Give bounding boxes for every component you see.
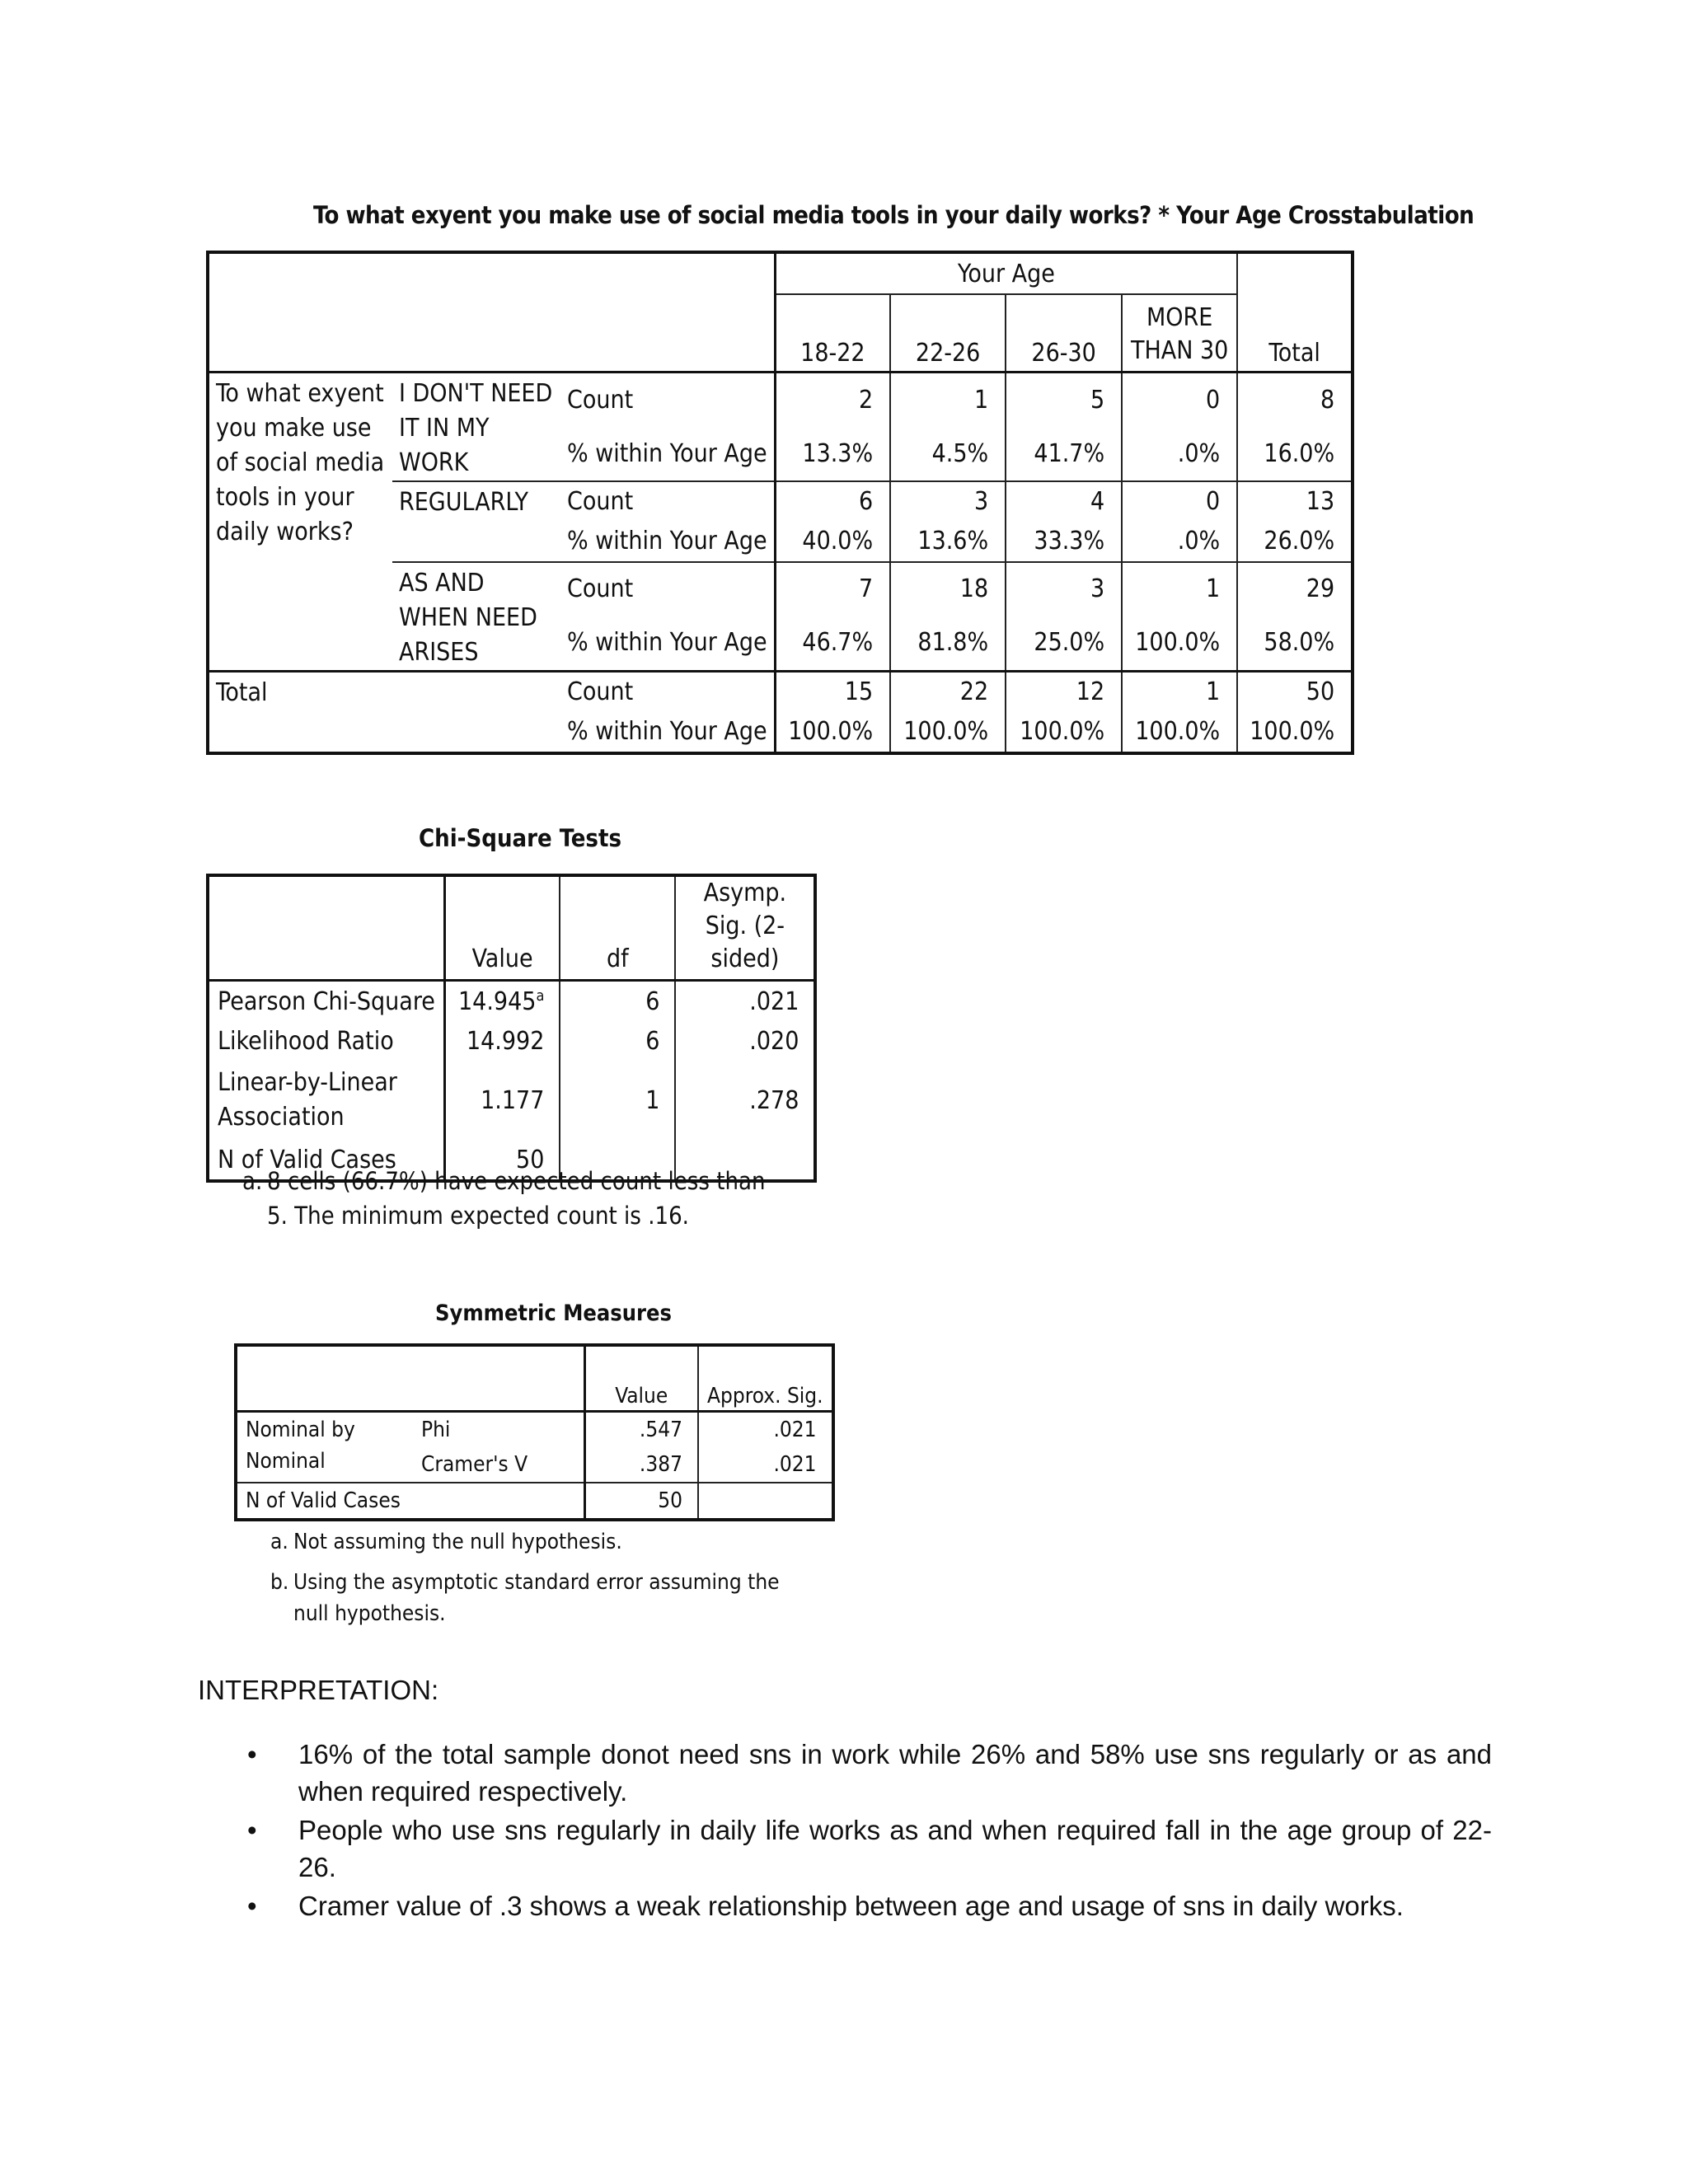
stat-label: % within Your Age [567,527,767,555]
cell: 1 [1122,671,1237,712]
footnote-text: 8 cells (66.7%) have expected count less than 5. The minimum expected count is .16. [267,1167,766,1230]
col-header: df [560,875,675,981]
list-item-text: Cramer value of .3 shows a weak relationship between age and usage of sns in daily works. [298,1891,1404,1921]
footnote-sup: a [536,987,545,1005]
list-item [247,1811,1492,1886]
cell: 22 [890,671,1006,712]
stat-label: Count [560,372,775,427]
col-header-total: Total [1237,252,1353,372]
col-header: 18-22 [775,294,890,372]
cell: 29 [1237,562,1353,616]
cell: 7 [775,562,890,616]
row-category: I DON'T NEED IT IN MY WORK [392,372,560,481]
stat-label: Count [560,671,775,712]
cell: 25.0% [1006,616,1122,671]
cell: 4.5% [890,427,1006,481]
cell: 2 [775,372,890,427]
cell: 6 [560,981,675,1022]
group-header: Your Age [775,252,1237,294]
cell: 1.177 [444,1061,560,1140]
footnote-text: Using the asymptotic standard error assuming the null hypothesis. [293,1570,780,1626]
value-text: 14.945 [458,987,537,1016]
row-category: REGULARLY [392,481,560,562]
list-item [247,1887,1492,1924]
total-row-label: Total [208,671,560,753]
footnote-marker: a. [242,1167,263,1195]
cell: 100.0% [775,712,890,753]
cell [698,1483,833,1520]
cell: 1 [890,372,1006,427]
row-label: Pearson Chi-Square [208,981,444,1022]
cell: 1 [560,1061,675,1140]
cell: 6 [775,481,890,522]
cell: 40.0% [775,522,890,562]
list-item-text: People who use sns regularly in daily life works as and when required fall in the age group of 22-26. [298,1815,1492,1882]
cell: 0 [1122,372,1237,427]
col-header: Value [584,1345,698,1411]
cell: 81.8% [890,616,1006,671]
crosstab-title: To what exyent you make use of social media tools in your daily works? * Your Age Crosstabulation [313,201,1475,229]
cell: 41.7% [1006,427,1122,481]
cell: 13.6% [890,522,1006,562]
interpretation-list [247,1736,1492,1926]
chi-square-corner [208,875,444,981]
stat-label: % within Your Age [567,438,767,468]
cell: .021 [698,1411,833,1447]
stat-label: % within Your Age [567,628,767,658]
cell: 58.0% [1237,616,1353,671]
stat-label: Count [560,481,775,522]
cell: 15 [775,671,890,712]
cell: 33.3% [1006,522,1122,562]
crosstab-corner [208,252,775,372]
chi-square-title: Chi-Square Tests [419,824,621,852]
cell: 1 [1122,562,1237,616]
row-variable-label: To what exyent you make use of social media tools in your daily works? [208,372,392,671]
footnote-marker: a. [270,1530,288,1554]
cell: 13 [1237,481,1353,522]
symmetric-footnote-b [270,1567,798,1629]
footnote-marker: b. [270,1570,289,1595]
stat-label: % within Your Age [567,717,767,746]
cell: 14.992 [444,1021,560,1061]
symmetric-footnote-a [270,1526,798,1558]
cell: 100.0% [1237,712,1353,753]
cell: 0 [1122,481,1237,522]
symmetric-title: Symmetric Measures [435,1301,672,1326]
cell: 4 [1006,481,1122,522]
cell: 13.3% [775,427,890,481]
cell: 6 [560,1021,675,1061]
cell: 8 [1237,372,1353,427]
chi-square-footnote [242,1164,770,1233]
cell: .020 [675,1021,815,1061]
interpretation-heading: INTERPRETATION: [198,1675,439,1705]
col-header: 22-26 [890,294,1006,372]
group-label: Nominal by Nominal [236,1411,413,1483]
stat-label: Count [560,562,775,616]
row-category: AS AND WHEN NEED ARISES [392,562,560,672]
list-item-text: 16% of the total sample donot need sns in work while 26% and 58% use sns regularly or as and when required respectively. [298,1739,1492,1807]
cell: 50 [584,1483,698,1520]
cell: .0% [1122,427,1237,481]
row-label: Likelihood Ratio [218,1026,394,1056]
bullet-icon: • [247,1891,257,1921]
cell: 18 [890,562,1006,616]
row-label: Phi [413,1411,584,1447]
cell: .547 [584,1411,698,1447]
row-label: Linear-by-Linear Association [218,1068,397,1132]
cell: .387 [584,1447,698,1483]
cell: 100.0% [1006,712,1122,753]
col-header: Value [444,875,560,981]
list-item [247,1736,1492,1810]
bullet-icon: • [247,1739,257,1769]
footnote-text: Not assuming the null hypothesis. [293,1530,622,1554]
row-label: Cramer's V [421,1451,528,1477]
cell [444,981,560,1022]
cell: 100.0% [1122,616,1237,671]
cell: .278 [675,1061,815,1140]
cell: 50 [444,1140,560,1181]
cell: 50 [1237,671,1353,712]
cell: 100.0% [1122,712,1237,753]
row-label: N of Valid Cases [218,1145,396,1174]
cell: 46.7% [775,616,890,671]
cell: 100.0% [890,712,1006,753]
cell: 3 [890,481,1006,522]
cell: 26.0% [1237,522,1353,562]
col-header: MORE THAN 30 [1122,294,1237,372]
row-label: N of Valid Cases [236,1483,584,1520]
cell: 12 [1006,671,1122,712]
cell: 3 [1006,562,1122,616]
cell: 16.0% [1237,427,1353,481]
cell: .021 [675,981,815,1022]
col-header: 26-30 [1006,294,1122,372]
chi-square-table [206,874,817,1183]
col-header: Approx. Sig. [698,1345,833,1411]
symmetric-table [234,1343,835,1521]
cell: .0% [1122,522,1237,562]
cell: .021 [698,1447,833,1483]
symmetric-corner [236,1345,584,1411]
cell: 5 [1006,372,1122,427]
crosstab-table [206,251,1354,755]
bullet-icon: • [247,1815,257,1845]
col-header: Asymp. Sig. (2-sided) [675,875,815,981]
